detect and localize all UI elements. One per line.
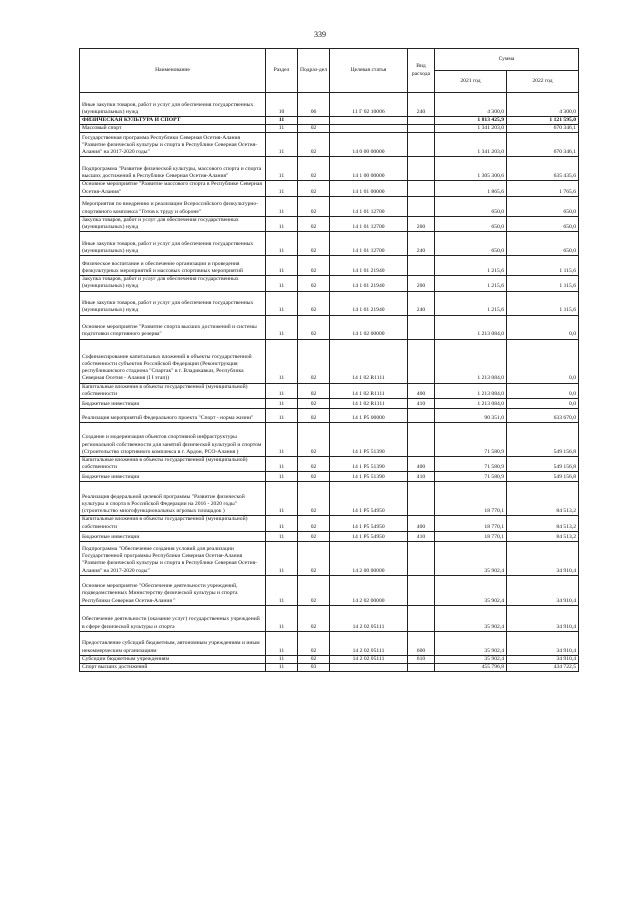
cell-sum-2021: 35 902,4	[435, 655, 507, 663]
table-row	[80, 472, 579, 482]
header-name: Наименование	[80, 49, 266, 93]
header-target: Целевая статья	[330, 49, 408, 93]
table-row	[80, 181, 579, 196]
cell-expense-type: 400	[408, 516, 435, 531]
cell-target: 14 1 02 R1111	[330, 339, 408, 383]
cell-name: Бюджетные инвестиции	[80, 531, 266, 541]
cell-sum-2022: 1 765,6	[507, 181, 579, 196]
cell-section: 11	[266, 117, 298, 125]
cell-name: Мероприятия по внедрению и реализации Всероссийского физкультурно-спортивного комплекса "Готов к труду и обороне"	[80, 196, 266, 216]
cell-sum-2021: 1 341 203,0	[435, 133, 507, 157]
cell-name: Создание и модернизация объектов спортивной инфраструктуры региональной собственности для занятий физической культурой и спортом (Строительство спортивного комплекса в г. Ардон, РСО-Алания )	[80, 423, 266, 457]
cell-subsection: 02	[298, 383, 330, 398]
header-subsection: Подраз-дел	[298, 49, 330, 93]
cell-sum-2021: 650,0	[435, 232, 507, 256]
cell-section: 10	[266, 93, 298, 117]
cell-expense-type: 240	[408, 232, 435, 256]
cell-sum-2021: 650,0	[435, 216, 507, 231]
cell-expense-type	[408, 541, 435, 575]
cell-subsection: 02	[298, 133, 330, 157]
cell-section: 11	[266, 399, 298, 409]
table-row	[80, 157, 579, 181]
cell-target: 14 1 P5 54950	[330, 516, 408, 531]
cell-name: Физическое воспитание и обеспечение организации и проведения физкультурных мероприятий и массовых спортивных мероприятий	[80, 256, 266, 276]
cell-target: 14 2 02 05111	[330, 605, 408, 631]
cell-expense-type: 240	[408, 93, 435, 117]
header-expense-type: Вид расхода	[408, 49, 435, 93]
cell-target: 14 2 02 05111	[330, 655, 408, 663]
cell-target: 11 Г 02 10006	[330, 93, 408, 117]
cell-subsection: 06	[298, 93, 330, 117]
cell-expense-type: 400	[408, 457, 435, 472]
cell-sum-2021: 1 213 084,0	[435, 315, 507, 339]
cell-subsection: 02	[298, 181, 330, 196]
cell-subsection: 02	[298, 291, 330, 315]
table-row	[80, 531, 579, 541]
table-row	[80, 541, 579, 575]
cell-expense-type: 200	[408, 276, 435, 291]
cell-subsection: 02	[298, 256, 330, 276]
cell-expense-type	[408, 256, 435, 276]
cell-sum-2021: 1 213 084,0	[435, 399, 507, 409]
cell-name: Закупка товаров, работ и услуг для обеспечения государственных (муниципальных) нужд	[80, 276, 266, 291]
table-header	[80, 49, 579, 93]
cell-name: Реализация мероприятий Федерального проекта "Спорт - норма жизни"	[80, 409, 266, 423]
cell-sum-2021: 1 215,6	[435, 256, 507, 276]
cell-sum-2022: 635 435,6	[507, 157, 579, 181]
cell-sum-2021: 455 796,8	[435, 664, 507, 672]
cell-target: 14 0 00 00000	[330, 133, 408, 157]
cell-expense-type: 200	[408, 216, 435, 231]
cell-subsection: 02	[298, 655, 330, 663]
cell-expense-type: 240	[408, 291, 435, 315]
cell-sum-2021: 71 580,9	[435, 472, 507, 482]
cell-sum-2022: 1 115,6	[507, 291, 579, 315]
cell-subsection: 02	[298, 409, 330, 423]
cell-sum-2021: 1 213 084,0	[435, 383, 507, 398]
cell-target: 14 1 01 21940	[330, 276, 408, 291]
table-row	[80, 276, 579, 291]
cell-section: 11	[266, 157, 298, 181]
cell-sum-2021: 71 580,9	[435, 423, 507, 457]
cell-section: 11	[266, 216, 298, 231]
cell-sum-2022: 1 115,6	[507, 276, 579, 291]
cell-sum-2022: 0,0	[507, 339, 579, 383]
cell-sum-2022: 650,0	[507, 216, 579, 231]
cell-sum-2022: 633 670,0	[507, 409, 579, 423]
cell-sum-2021: 35 902,4	[435, 605, 507, 631]
cell-subsection: 02	[298, 541, 330, 575]
cell-section: 11	[266, 605, 298, 631]
cell-name: Обеспечение деятельности (оказание услуг) государственных учреждений в сфере физической культуры и спорта	[80, 605, 266, 631]
cell-target: 14 1 P5 51390	[330, 472, 408, 482]
cell-section: 11	[266, 276, 298, 291]
cell-expense-type	[408, 605, 435, 631]
cell-name: Спорт высших достижений	[80, 664, 266, 672]
cell-sum-2022: 84 513,2	[507, 516, 579, 531]
table-row	[80, 291, 579, 315]
cell-sum-2022: 34 910,4	[507, 605, 579, 631]
cell-subsection	[298, 117, 330, 125]
cell-name: Государственная программа Республики Северная Осетия-Алания "Развитие физической культуры и спорта в Республике Северная Осетия-Алания" на 2017-2020 годы"	[80, 133, 266, 157]
cell-expense-type	[408, 409, 435, 423]
cell-sum-2021: 35 902,4	[435, 575, 507, 605]
cell-sum-2021: 4 300,0	[435, 93, 507, 117]
table-row	[80, 125, 579, 133]
cell-name: Основное мероприятие "Развитие спорта высших достижений и системы подготовки спортивного резерва"	[80, 315, 266, 339]
cell-subsection: 02	[298, 339, 330, 383]
cell-section: 11	[266, 423, 298, 457]
cell-subsection: 02	[298, 605, 330, 631]
cell-target: 14 1 02 R1111	[330, 383, 408, 398]
cell-target: 14 1 01 00000	[330, 181, 408, 196]
table-row	[80, 482, 579, 516]
header-section: Раздел	[266, 49, 298, 93]
cell-name: Капитальные вложения в объекты государственной (муниципальной) собственности	[80, 383, 266, 398]
cell-section: 11	[266, 125, 298, 133]
cell-target: 14 1 P5 51390	[330, 423, 408, 457]
cell-sum-2022: 34 910,4	[507, 631, 579, 655]
cell-sum-2022: 670 346,1	[507, 133, 579, 157]
cell-subsection: 02	[298, 157, 330, 181]
cell-name: Основное мероприятие "Обеспечение деятельности учреждений, подведомственных Министерству физической культуры и спорта Республики Северная Осетия-Алания "	[80, 575, 266, 605]
cell-name: Бюджетные инвестиции	[80, 399, 266, 409]
cell-target: 14 2 02 00000	[330, 575, 408, 605]
table-row	[80, 655, 579, 663]
cell-sum-2021: 1 865,6	[435, 181, 507, 196]
table-row	[80, 93, 579, 117]
cell-name: Софинансирование капитальных вложений в объекты государственной собственности субъектов Российской Федерации (Реконструкция республиканского стадиона "Спартак" в г. Владикавказ, Республика Северная Осетия - Алания (I I этап))	[80, 339, 266, 383]
cell-subsection: 02	[298, 457, 330, 472]
cell-section: 11	[266, 664, 298, 672]
cell-sum-2022: 0,0	[507, 399, 579, 409]
cell-target: 14 1 P5 00000	[330, 409, 408, 423]
cell-expense-type	[408, 181, 435, 196]
cell-subsection: 02	[298, 472, 330, 482]
table-row	[80, 232, 579, 256]
cell-target: 14 1 P5 54950	[330, 531, 408, 541]
cell-sum-2021: 18 770,1	[435, 531, 507, 541]
cell-section: 11	[266, 339, 298, 383]
cell-sum-2022: 84 513,2	[507, 482, 579, 516]
cell-subsection: 02	[298, 232, 330, 256]
cell-target	[330, 125, 408, 133]
cell-target	[330, 117, 408, 125]
cell-section: 11	[266, 196, 298, 216]
cell-target: 14 1 P5 54950	[330, 482, 408, 516]
page-number: 339	[314, 30, 326, 39]
cell-sum-2022: 1 115,6	[507, 256, 579, 276]
cell-name: Массовый спорт	[80, 125, 266, 133]
cell-name: Подпрограмма "Развитие физической культуры, массового спорта и спорта высших достижений в Республике Северная Осетия-Алания"	[80, 157, 266, 181]
cell-expense-type	[408, 315, 435, 339]
cell-section: 11	[266, 472, 298, 482]
cell-sum-2022: 34 910,4	[507, 541, 579, 575]
cell-subsection: 02	[298, 531, 330, 541]
cell-sum-2021: 18 770,1	[435, 482, 507, 516]
cell-sum-2022: 670 346,1	[507, 125, 579, 133]
cell-sum-2021: 1 215,6	[435, 276, 507, 291]
cell-expense-type: 410	[408, 472, 435, 482]
cell-sum-2022: 650,0	[507, 232, 579, 256]
cell-section: 11	[266, 315, 298, 339]
cell-name: Подпрограмма "Обеспечение создания условий для реализации Государственной программы Республики Северная Осетия-Алания "Развитие физической культуры и спорта в Республике Северная Осетия-Алания" на 2017-2020 годы"	[80, 541, 266, 575]
cell-name: Закупка товаров, работ и услуг для обеспечения государственных (муниципальных) нужд	[80, 216, 266, 231]
cell-sum-2021: 1 213 084,0	[435, 339, 507, 383]
cell-sum-2022: 549 156,8	[507, 423, 579, 457]
cell-section: 11	[266, 531, 298, 541]
cell-section: 11	[266, 482, 298, 516]
cell-sum-2021: 71 580,9	[435, 457, 507, 472]
cell-subsection: 02	[298, 276, 330, 291]
cell-expense-type: 400	[408, 383, 435, 398]
cell-name: Капитальные вложения в объекты государственной (муниципальной) собственности	[80, 516, 266, 531]
cell-sum-2022: 4 300,0	[507, 93, 579, 117]
header-year-2022: 2022 год	[507, 71, 579, 93]
cell-section: 11	[266, 232, 298, 256]
cell-target: 14 2 00 00000	[330, 541, 408, 575]
cell-expense-type	[408, 482, 435, 516]
table-row	[80, 133, 579, 157]
cell-subsection: 02	[298, 399, 330, 409]
cell-target: 14 2 02 05111	[330, 631, 408, 655]
table-row	[80, 256, 579, 276]
cell-subsection: 02	[298, 423, 330, 457]
cell-sum-2021: 90 351,0	[435, 409, 507, 423]
header-sum: Сумма	[435, 49, 579, 71]
table-body	[80, 93, 579, 672]
table-row	[80, 423, 579, 457]
cell-sum-2021: 18 770,1	[435, 516, 507, 531]
cell-sum-2022: 549 156,8	[507, 472, 579, 482]
header-year-2021: 2021 год	[435, 71, 507, 93]
cell-name: Субсидии бюджетным учреждениям	[80, 655, 266, 663]
cell-expense-type	[408, 664, 435, 672]
cell-sum-2022: 434 722,5	[507, 664, 579, 672]
cell-expense-type	[408, 133, 435, 157]
cell-expense-type	[408, 125, 435, 133]
table-row	[80, 399, 579, 409]
cell-section: 11	[266, 291, 298, 315]
cell-sum-2022: 34 910,4	[507, 575, 579, 605]
table-row	[80, 631, 579, 655]
cell-section: 11	[266, 516, 298, 531]
cell-section: 11	[266, 575, 298, 605]
cell-target: 14 1 01 12700	[330, 216, 408, 231]
table-row	[80, 664, 579, 672]
cell-sum-2022: 0,0	[507, 315, 579, 339]
cell-name: Реализация федеральной целевой программы "Развитие физической культуры и спорта в Российской Федерации на 2016 - 2020 годы" (строительство многофункциональных игровых площадок )	[80, 482, 266, 516]
budget-table	[79, 48, 579, 672]
cell-sum-2021: 1 813 425,9	[435, 117, 507, 125]
cell-sum-2022: 0,0	[507, 383, 579, 398]
cell-name: Иные закупки товаров, работ и услуг для обеспечения государственных (муниципальных) нужд	[80, 93, 266, 117]
cell-name: Иные закупки товаров, работ и услуг для обеспечения государственных (муниципальных) нужд	[80, 232, 266, 256]
cell-section: 11	[266, 256, 298, 276]
cell-sum-2021: 650,0	[435, 196, 507, 216]
table-row	[80, 117, 579, 125]
cell-sum-2021: 1 341 203,0	[435, 125, 507, 133]
cell-name: Основное мероприятие "Развитие массового спорта в Республике Северная Осетия-Алания"	[80, 181, 266, 196]
cell-subsection: 02	[298, 631, 330, 655]
cell-sum-2022: 1 121 595,0	[507, 117, 579, 125]
cell-section: 11	[266, 457, 298, 472]
cell-sum-2022: 84 513,2	[507, 531, 579, 541]
cell-sum-2021: 35 902,4	[435, 541, 507, 575]
table-row	[80, 339, 579, 383]
table-row	[80, 383, 579, 398]
cell-target: 14 1 00 00000	[330, 157, 408, 181]
cell-expense-type	[408, 423, 435, 457]
table-row	[80, 196, 579, 216]
table-row	[80, 216, 579, 231]
cell-sum-2021: 1 215,6	[435, 291, 507, 315]
cell-target: 14 1 01 12700	[330, 196, 408, 216]
cell-expense-type	[408, 157, 435, 181]
cell-target: 14 1 01 12700	[330, 232, 408, 256]
cell-name: Бюджетные инвестиции	[80, 472, 266, 482]
cell-name: ФИЗИЧЕСКАЯ КУЛЬТУРА И СПОРТ	[80, 117, 266, 125]
table-row	[80, 516, 579, 531]
cell-target: 14 1 P5 51390	[330, 457, 408, 472]
cell-target	[330, 664, 408, 672]
cell-subsection: 03	[298, 664, 330, 672]
cell-target: 14 1 02 00000	[330, 315, 408, 339]
cell-sum-2021: 1 305 300,6	[435, 157, 507, 181]
table-row	[80, 409, 579, 423]
cell-name: Иные закупки товаров, работ и услуг для обеспечения государственных (муниципальных) нужд	[80, 291, 266, 315]
cell-subsection: 02	[298, 216, 330, 231]
cell-subsection: 02	[298, 482, 330, 516]
table-row	[80, 575, 579, 605]
table-row	[80, 315, 579, 339]
cell-target: 14 1 02 R1111	[330, 399, 408, 409]
cell-section: 11	[266, 133, 298, 157]
cell-name: Предоставление субсидий бюджетным, автономным учреждениям и иным некоммерческим организациям	[80, 631, 266, 655]
cell-expense-type: 410	[408, 399, 435, 409]
cell-expense-type: 600	[408, 631, 435, 655]
cell-name: Капитальные вложения в объекты государственной (муниципальной) собственности	[80, 457, 266, 472]
cell-expense-type	[408, 575, 435, 605]
cell-sum-2021: 35 902,4	[435, 631, 507, 655]
cell-sum-2022: 650,0	[507, 196, 579, 216]
cell-expense-type	[408, 196, 435, 216]
cell-expense-type: 610	[408, 655, 435, 663]
cell-subsection: 02	[298, 196, 330, 216]
cell-sum-2022: 549 156,8	[507, 457, 579, 472]
cell-subsection: 02	[298, 575, 330, 605]
cell-subsection: 02	[298, 125, 330, 133]
table-row	[80, 457, 579, 472]
cell-section: 11	[266, 541, 298, 575]
cell-subsection: 02	[298, 516, 330, 531]
cell-section: 11	[266, 383, 298, 398]
cell-subsection: 02	[298, 315, 330, 339]
cell-expense-type	[408, 339, 435, 383]
cell-section: 11	[266, 631, 298, 655]
cell-section: 11	[266, 181, 298, 196]
table-row	[80, 605, 579, 631]
cell-expense-type	[408, 117, 435, 125]
cell-target: 14 1 01 21940	[330, 291, 408, 315]
cell-section: 11	[266, 409, 298, 423]
cell-section: 11	[266, 655, 298, 663]
cell-target: 14 1 01 21940	[330, 256, 408, 276]
cell-expense-type: 410	[408, 531, 435, 541]
cell-sum-2022: 34 910,4	[507, 655, 579, 663]
